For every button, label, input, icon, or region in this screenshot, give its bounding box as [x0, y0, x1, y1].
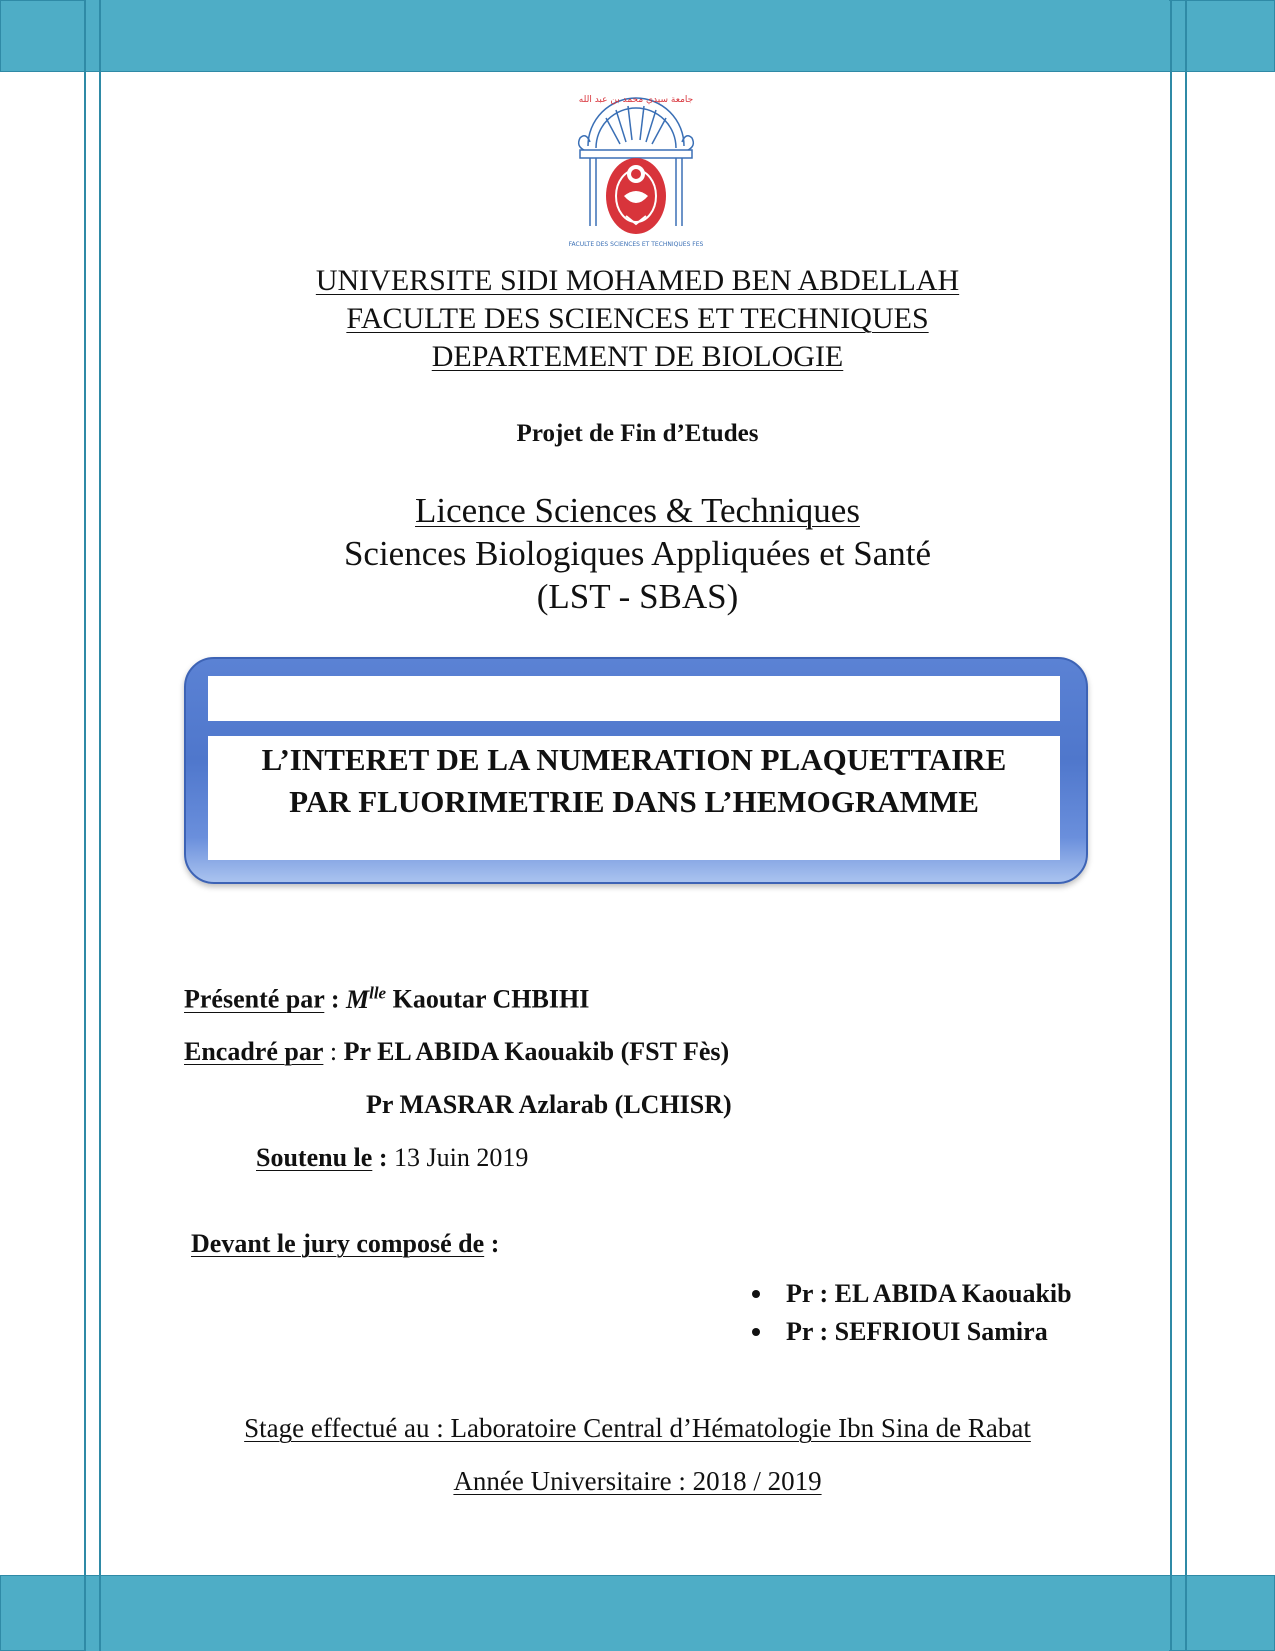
presented-by: Présenté par : $M^{lle}$ Kaoutar CHBIHI — [184, 983, 590, 1014]
supervisor-1: Pr EL ABIDA Kaouakib (FST Fès) — [343, 1037, 730, 1066]
thesis-title-line-2: PAR FLUORIMETRIE DANS L’HEMOGRAMME — [289, 784, 979, 819]
title-top-strip — [208, 676, 1060, 721]
frame-line-right-inner — [1170, 0, 1172, 1651]
department-name: DEPARTEMENT DE BIOLOGIE — [431, 340, 844, 373]
presented-by-prefix: $M^{lle}$ — [345, 983, 387, 1014]
frame-line-left-outer — [84, 0, 86, 1651]
supervised-by-label: Encadré par — [184, 1037, 324, 1066]
defense-date-label: Soutenu le — [256, 1143, 373, 1172]
project-type: Projet de Fin d’Etudes — [516, 420, 759, 447]
licence-line-2: Sciences Biologiques Appliquées et Santé — [343, 534, 932, 573]
academic-year: Année Universitaire : 2018 / 2019 — [453, 1466, 822, 1496]
licence-line-1: Licence Sciences & Techniques — [415, 491, 860, 530]
faculty-name: FACULTE DES SCIENCES ET TECHNIQUES — [346, 302, 929, 335]
student-name: Kaoutar CHBIHI — [386, 984, 590, 1014]
thesis-title-line-1: L’INTERET DE LA NUMERATION PLAQUETTAIRE — [261, 742, 1007, 777]
bullet-icon — [752, 1328, 760, 1336]
thesis-title — [208, 739, 1060, 823]
university-logo — [566, 88, 706, 250]
jury-member: Pr : SEFRIOUI Samira — [752, 1317, 1048, 1347]
frame-line-right-outer — [1185, 0, 1187, 1651]
presented-by-label: Présenté par — [184, 984, 325, 1014]
internship-location: Stage effectué au : Laboratoire Central d’Hématologie Ibn Sina de Rabat — [244, 1413, 1031, 1443]
defense-date: Soutenu le : 13 Juin 2019 — [256, 1143, 529, 1172]
svg-text:ﺟﺎﻣﻌﺔ ﺳﻴﺪﻱ ﻣﺤﻤﺪ ﺑﻦ ﻋﺒﺪ ﺍﻟﻠﻪ: ﺟﺎﻣﻌﺔ ﺳﻴﺪﻱ ﻣﺤﻤﺪ ﺑﻦ ﻋﺒﺪ ﺍﻟﻠﻪ — [578, 95, 694, 105]
frame-top-inner — [86, 0, 1169, 72]
frame-line-left-inner — [99, 0, 101, 1651]
licence-line-3: (LST - SBAS) — [536, 577, 739, 616]
bullet-icon — [752, 1290, 760, 1298]
jury-label: Devant le jury composé de — [191, 1229, 485, 1258]
jury-member: Pr : EL ABIDA Kaouakib — [752, 1279, 1072, 1309]
defense-date-value: 13 Juin 2019 — [393, 1143, 529, 1172]
svg-text:FACULTE DES SCIENCES ET TECHNI: FACULTE DES SCIENCES ET TECHNIQUES FES — [568, 241, 704, 248]
supervisor-2: Pr MASRAR Azlarab (LCHISR) — [366, 1090, 732, 1119]
supervised-by: Encadré par : Pr EL ABIDA Kaouakib (FST Fès) — [184, 1037, 730, 1066]
jury-heading: Devant le jury composé de : — [191, 1229, 500, 1258]
university-name: UNIVERSITE SIDI MOHAMED BEN ABDELLAH — [315, 264, 960, 297]
frame-bottom-inner — [86, 1575, 1169, 1651]
